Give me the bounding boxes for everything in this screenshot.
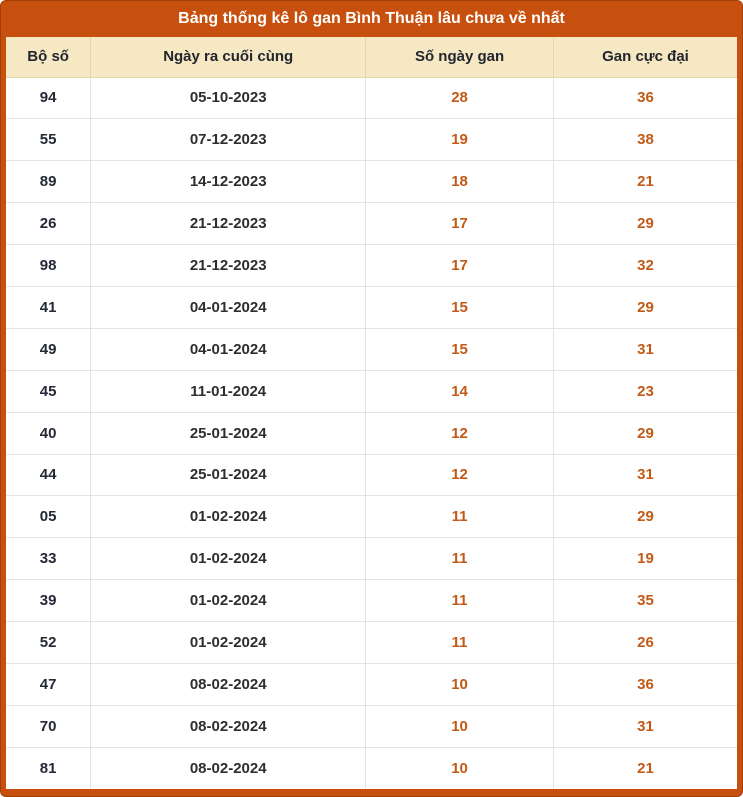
cell-ngay-ra: 07-12-2023 (91, 119, 366, 161)
table-row (6, 622, 737, 664)
cell-bo-so: 55 (6, 119, 91, 161)
lo-gan-table (6, 37, 737, 789)
table-row (6, 454, 737, 496)
table-row (6, 580, 737, 622)
cell-so-ngay-gan: 17 (366, 203, 554, 245)
cell-so-ngay-gan: 10 (366, 663, 554, 705)
cell-gan-cuc-dai: 29 (554, 286, 738, 328)
table-row (6, 286, 737, 328)
cell-bo-so: 26 (6, 203, 91, 245)
cell-so-ngay-gan: 11 (366, 496, 554, 538)
table-row (6, 161, 737, 203)
table-body (6, 77, 737, 789)
cell-ngay-ra: 05-10-2023 (91, 77, 366, 119)
cell-bo-so: 52 (6, 622, 91, 664)
cell-so-ngay-gan: 10 (366, 747, 554, 789)
cell-bo-so: 40 (6, 412, 91, 454)
table-row (6, 203, 737, 245)
cell-gan-cuc-dai: 29 (554, 496, 738, 538)
cell-bo-so: 45 (6, 370, 91, 412)
cell-gan-cuc-dai: 31 (554, 705, 738, 747)
cell-so-ngay-gan: 28 (366, 77, 554, 119)
cell-gan-cuc-dai: 31 (554, 328, 738, 370)
cell-gan-cuc-dai: 36 (554, 77, 738, 119)
cell-bo-so: 41 (6, 286, 91, 328)
cell-ngay-ra: 01-02-2024 (91, 580, 366, 622)
cell-bo-so: 94 (6, 77, 91, 119)
table-header-row (6, 37, 737, 77)
cell-bo-so: 39 (6, 580, 91, 622)
cell-ngay-ra: 08-02-2024 (91, 663, 366, 705)
cell-so-ngay-gan: 19 (366, 119, 554, 161)
cell-so-ngay-gan: 12 (366, 454, 554, 496)
cell-ngay-ra: 25-01-2024 (91, 454, 366, 496)
cell-bo-so: 49 (6, 328, 91, 370)
table-row (6, 77, 737, 119)
cell-so-ngay-gan: 17 (366, 245, 554, 287)
cell-bo-so: 98 (6, 245, 91, 287)
cell-ngay-ra: 21-12-2023 (91, 245, 366, 287)
page-title: Bảng thống kê lô gan Bình Thuận lâu chưa về nhất (178, 10, 565, 27)
cell-gan-cuc-dai: 26 (554, 622, 738, 664)
col-header-so-ngay-gan: Số ngày gan (366, 37, 554, 77)
col-header-gan-cuc-dai: Gan cực đại (554, 37, 738, 77)
cell-gan-cuc-dai: 21 (554, 747, 738, 789)
table-row (6, 412, 737, 454)
table-row (6, 245, 737, 287)
cell-ngay-ra: 04-01-2024 (91, 328, 366, 370)
cell-ngay-ra: 01-02-2024 (91, 538, 366, 580)
table-row (6, 370, 737, 412)
cell-ngay-ra: 01-02-2024 (91, 496, 366, 538)
cell-bo-so: 47 (6, 663, 91, 705)
cell-ngay-ra: 04-01-2024 (91, 286, 366, 328)
cell-ngay-ra: 11-01-2024 (91, 370, 366, 412)
cell-so-ngay-gan: 11 (366, 622, 554, 664)
cell-so-ngay-gan: 11 (366, 538, 554, 580)
cell-gan-cuc-dai: 38 (554, 119, 738, 161)
col-header-ngay-ra-cuoi-cung: Ngày ra cuối cùng (91, 37, 366, 77)
table-row (6, 496, 737, 538)
cell-bo-so: 81 (6, 747, 91, 789)
cell-ngay-ra: 08-02-2024 (91, 705, 366, 747)
cell-so-ngay-gan: 18 (366, 161, 554, 203)
cell-gan-cuc-dai: 29 (554, 412, 738, 454)
cell-ngay-ra: 01-02-2024 (91, 622, 366, 664)
cell-gan-cuc-dai: 19 (554, 538, 738, 580)
cell-bo-so: 05 (6, 496, 91, 538)
cell-ngay-ra: 25-01-2024 (91, 412, 366, 454)
cell-ngay-ra: 21-12-2023 (91, 203, 366, 245)
cell-gan-cuc-dai: 32 (554, 245, 738, 287)
cell-so-ngay-gan: 10 (366, 705, 554, 747)
cell-gan-cuc-dai: 36 (554, 663, 738, 705)
cell-gan-cuc-dai: 29 (554, 203, 738, 245)
cell-gan-cuc-dai: 23 (554, 370, 738, 412)
cell-bo-so: 33 (6, 538, 91, 580)
cell-bo-so: 70 (6, 705, 91, 747)
cell-bo-so: 44 (6, 454, 91, 496)
cell-so-ngay-gan: 15 (366, 286, 554, 328)
cell-so-ngay-gan: 14 (366, 370, 554, 412)
cell-gan-cuc-dai: 31 (554, 454, 738, 496)
table-row (6, 328, 737, 370)
col-header-bo-so: Bộ số (6, 37, 91, 77)
cell-ngay-ra: 14-12-2023 (91, 161, 366, 203)
cell-gan-cuc-dai: 35 (554, 580, 738, 622)
table-row (6, 705, 737, 747)
cell-so-ngay-gan: 11 (366, 580, 554, 622)
cell-bo-so: 89 (6, 161, 91, 203)
table-row (6, 119, 737, 161)
cell-gan-cuc-dai: 21 (554, 161, 738, 203)
table-row (6, 538, 737, 580)
table-row (6, 663, 737, 705)
cell-so-ngay-gan: 12 (366, 412, 554, 454)
table-row (6, 747, 737, 789)
cell-ngay-ra: 08-02-2024 (91, 747, 366, 789)
cell-so-ngay-gan: 15 (366, 328, 554, 370)
